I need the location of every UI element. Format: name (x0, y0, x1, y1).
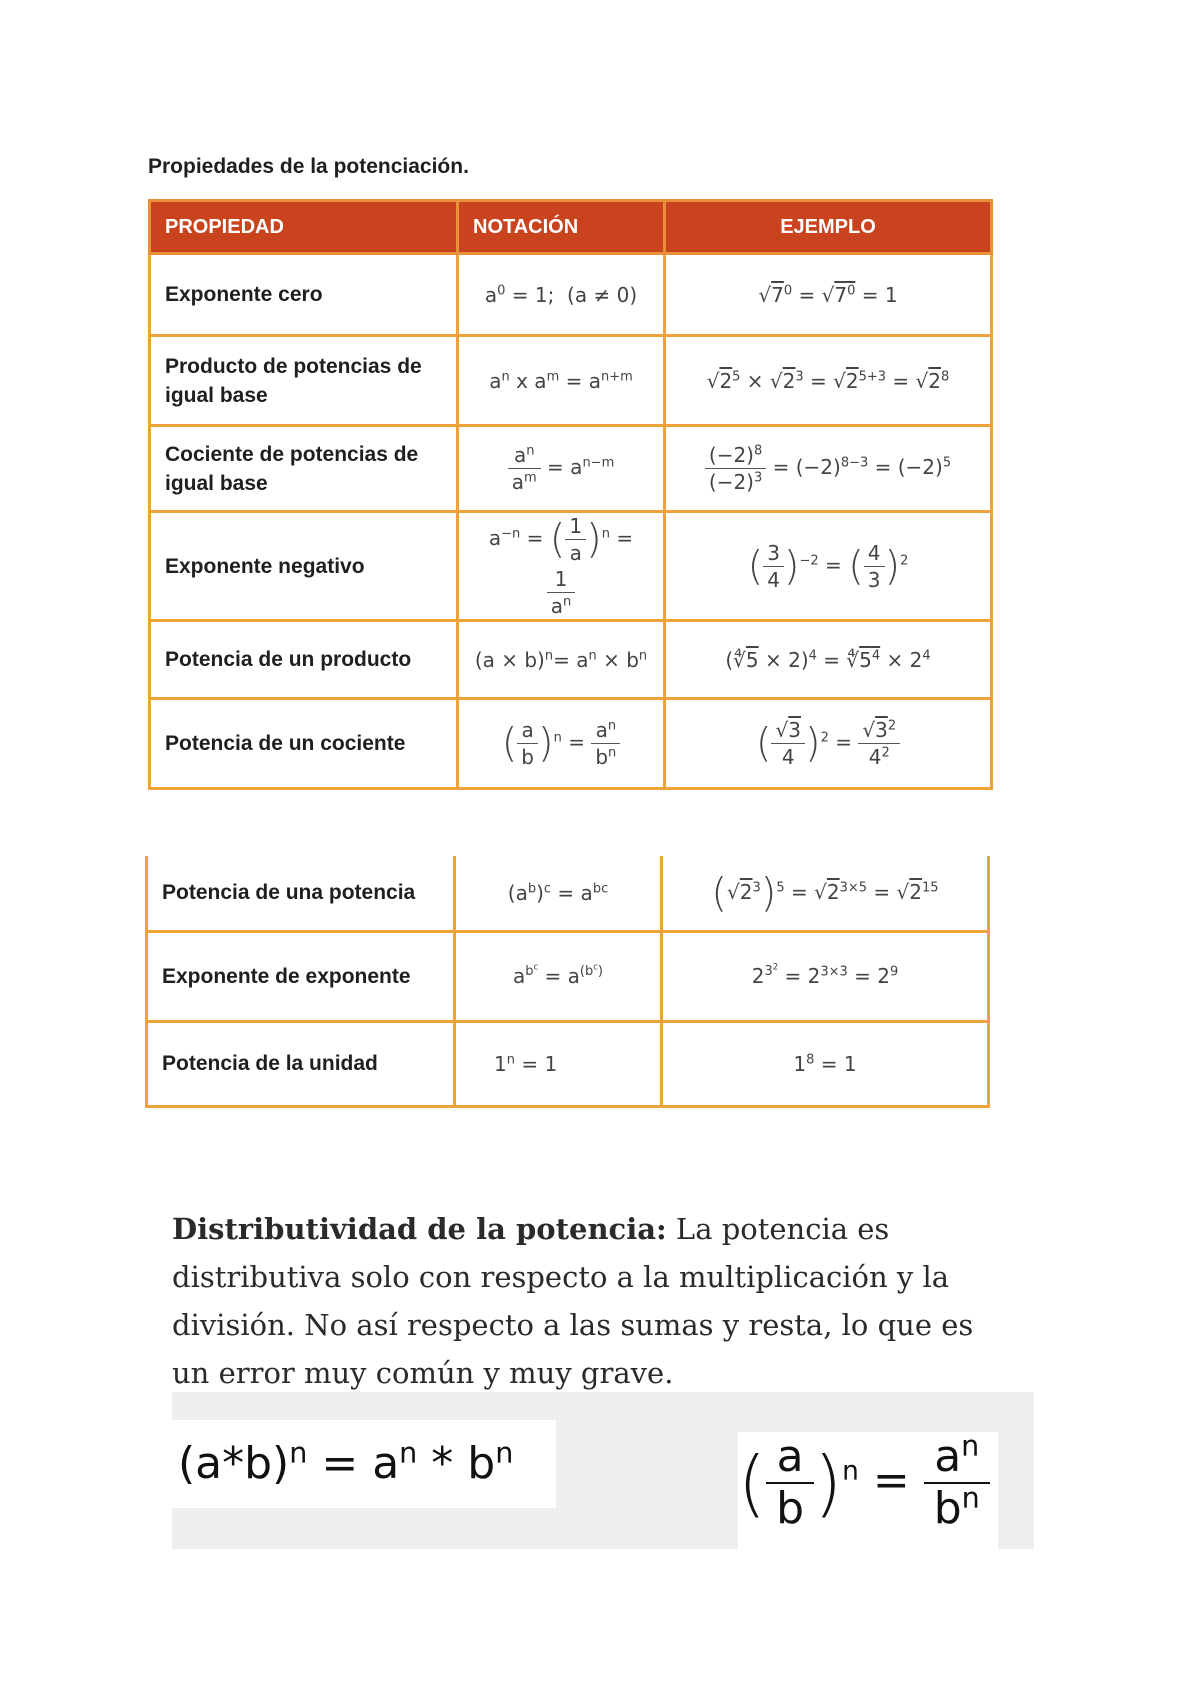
property-name: Exponente de exponente (147, 931, 455, 1021)
property-notation: $a^n$ x $a^m = a^{n+m}$ (458, 336, 665, 426)
table-caption: Propiedades de la potenciación. (148, 155, 469, 178)
property-notation: $a^{-n}$ = ( $\frac{1}{a}$ )$^n$ = $\frac{1}{a^n}$ (458, 512, 665, 621)
table-row (150, 699, 992, 789)
table-row (150, 254, 992, 336)
property-name: Potencia de un producto (150, 621, 458, 699)
property-example: $2^{3^2} = 2^{3\times 3} = 2^9$ (662, 931, 989, 1021)
table-row (150, 336, 992, 426)
property-example: $1^8 = 1$ (662, 1021, 989, 1106)
paragraph-text: La potencia es distributiva solo con respecto a la multiplicación y la división. No así respecto a las sumas y resta, lo que es un error muy común y muy grave. (172, 1212, 974, 1390)
header-ejemplo: EJEMPLO (665, 201, 992, 254)
table-row (150, 426, 992, 512)
table-row (147, 1021, 989, 1106)
property-example: $\frac{(-2)^8}{(-2)^3}$ = $(-2)^{8-3} = (-2)^5$ (665, 426, 992, 512)
property-name: Potencia de la unidad (147, 1021, 455, 1106)
table-row (147, 931, 989, 1021)
property-notation: $a^0 = 1$; (a ≠ 0) (458, 254, 665, 336)
property-example: $√7^0 = √7^0 = 1$ (665, 254, 992, 336)
product-power-formula: $(a*b)^n = a^n * b^n$ (172, 1420, 556, 1508)
property-name: Exponente cero (150, 254, 458, 336)
table-row (150, 512, 992, 621)
property-name: Potencia de un cociente (150, 699, 458, 789)
distributivity-paragraph (172, 1205, 1012, 1397)
paragraph-lead: Distributividad de la potencia: (172, 1212, 667, 1246)
table-row (150, 621, 992, 699)
property-notation: $(a \times b)^n= a^n \times b^n$ (458, 621, 665, 699)
property-name: Exponente negativo (150, 512, 458, 621)
property-notation: $\frac{a^n}{a^m}$ = $a^{n-m}$ (458, 426, 665, 512)
property-example: $(√2^3)^5 = √2^{3\times 5} = √2^{15}$ (662, 856, 989, 931)
property-notation: $a^{b^c} = a^{(b^c)}$ (455, 931, 662, 1021)
property-name: Producto de potencias de igual base (150, 336, 458, 426)
property-example: (∜5 × $2)^4 = ∜5^4 \times 2^4$ (665, 621, 992, 699)
property-notation: $(a^b)^c = a^{bc}$ (455, 856, 662, 931)
property-example: ( $\frac{3}{4}$ )$^{-2}$ = ( $\frac{4}{3}$ )$^2$ (665, 512, 992, 621)
property-notation: ( $\frac{a}{b}$ )$^n$ = $\frac{a^n}{b^n}$ (458, 699, 665, 789)
table-row (147, 856, 989, 931)
properties-table (148, 199, 993, 790)
quotient-power-formula: ( $\frac{a}{b}$ )$^n$ = $\frac{a^n}{b^n}$ (738, 1432, 998, 1549)
header-notacion: NOTACIÓN (458, 201, 665, 254)
property-name: Cociente de potencias de igual base (150, 426, 458, 512)
property-example: ( $\frac{√3}{4}$ )$^2$ = $\frac{√3^2}{4^2}$ (665, 699, 992, 789)
table-header-row (150, 201, 992, 254)
property-notation: $1^n = 1$ (455, 1021, 662, 1106)
properties-table-continued (145, 856, 990, 1108)
property-example: $√2^5 \times √2^3 = √2^{5+3} = √2^8$ (665, 336, 992, 426)
property-name: Potencia de una potencia (147, 856, 455, 931)
header-propiedad: PROPIEDAD (150, 201, 458, 254)
